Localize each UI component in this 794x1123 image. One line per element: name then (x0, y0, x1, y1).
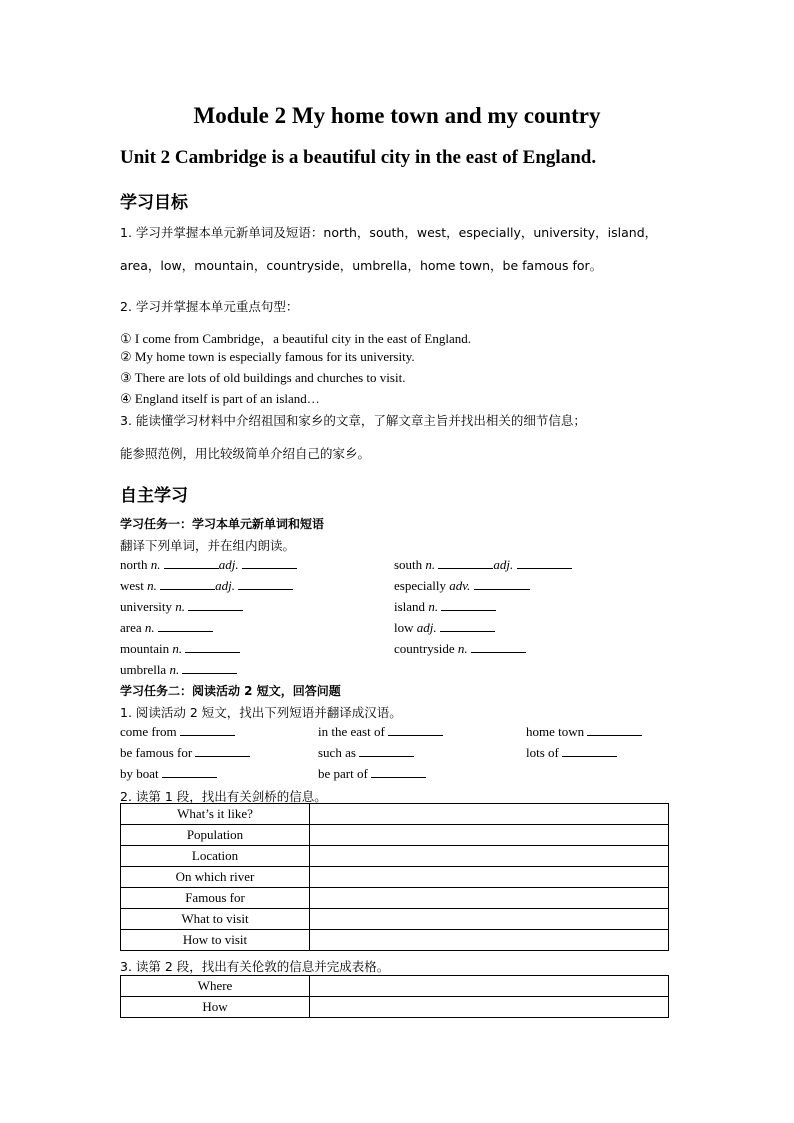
table-row (121, 888, 669, 909)
unit-title: Unit 2 Cambridge is a beautiful city in the east of England. (120, 147, 597, 168)
word-item-countryside: countryside n. (394, 641, 526, 657)
table-row (121, 825, 669, 846)
answer-cell[interactable] (310, 997, 669, 1018)
blank-field[interactable] (517, 557, 572, 569)
answer-cell[interactable] (310, 804, 669, 825)
objectives-heading: 学习目标 (120, 193, 188, 213)
table-label: Where (121, 976, 310, 997)
blank-field[interactable] (160, 578, 215, 590)
task-1-title: 学习任务一：学习本单元新单词和短语 (120, 517, 325, 531)
answer-cell[interactable] (310, 846, 669, 867)
phrase-item: by boat (120, 766, 217, 782)
objective-2: 2. 学习并掌握本单元重点句型： (120, 299, 299, 314)
answer-cell[interactable] (310, 825, 669, 846)
table-label: Location (121, 846, 310, 867)
objective-3-line-2: 能参照范例，用比较级简单介绍自己的家乡。 (120, 446, 371, 461)
word-item-area: area n. (120, 620, 213, 636)
word-item-especially: especially adv. (394, 578, 530, 594)
blank-field[interactable] (238, 578, 293, 590)
table-row (121, 997, 669, 1018)
question-3: 3. 读第 2 段，找出有关伦敦的信息并完成表格。 (120, 959, 390, 974)
phrase-item: come from (120, 724, 235, 740)
objective-3-line-1: 3. 能读懂学习材料中介绍祖国和家乡的文章，了解文章主旨并找出相关的细节信息； (120, 413, 586, 428)
blank-field[interactable] (185, 641, 240, 653)
objective-1-line-2: area，low，mountain，countryside，umbrella，home town，be famous for。 (120, 258, 603, 273)
cambridge-info-table (120, 803, 669, 951)
table-label: What to visit (121, 909, 310, 930)
table-row (121, 804, 669, 825)
word-item-west: west n. adj. (120, 578, 293, 594)
blank-field[interactable] (188, 599, 243, 611)
word-item-umbrella: umbrella n. (120, 662, 237, 678)
key-sentence: ④ England itself is part of an island… (120, 391, 320, 406)
phrase-item: such as (318, 745, 414, 761)
blank-field[interactable] (471, 641, 526, 653)
blank-field[interactable] (164, 557, 219, 569)
table-row (121, 846, 669, 867)
phrase-item: lots of (526, 745, 617, 761)
london-info-table (120, 975, 669, 1018)
answer-cell[interactable] (310, 888, 669, 909)
blank-field[interactable] (438, 557, 493, 569)
blank-field[interactable] (441, 599, 496, 611)
phrase-item: be part of (318, 766, 426, 782)
page-title: Module 2 My home town and my country (193, 103, 601, 128)
table-label: How (121, 997, 310, 1018)
blank-field[interactable] (359, 745, 414, 757)
blank-field[interactable] (388, 724, 443, 736)
key-sentence: ② My home town is especially famous for its university. (120, 349, 415, 364)
word-item-south: south n. adj. (394, 557, 572, 573)
blank-field[interactable] (242, 557, 297, 569)
word-item-island: island n. (394, 599, 496, 615)
task-2-title: 学习任务二：阅读活动 2 短文，回答问题 (120, 684, 341, 698)
table-row (121, 867, 669, 888)
table-row (121, 930, 669, 951)
table-label: On which river (121, 867, 310, 888)
blank-field[interactable] (440, 620, 495, 632)
question-2: 2. 读第 1 段，找出有关剑桥的信息。 (120, 789, 327, 804)
phrase-item: be famous for (120, 745, 250, 761)
answer-cell[interactable] (310, 867, 669, 888)
table-label: Famous for (121, 888, 310, 909)
blank-field[interactable] (180, 724, 235, 736)
blank-field[interactable] (162, 766, 217, 778)
table-label: How to visit (121, 930, 310, 951)
key-sentence: ③ There are lots of old buildings and churches to visit. (120, 370, 406, 385)
task-1-instruction: 翻译下列单词，并在组内朗读。 (120, 538, 296, 553)
blank-field[interactable] (158, 620, 213, 632)
blank-field[interactable] (371, 766, 426, 778)
word-item-low: low adj. (394, 620, 495, 636)
blank-field[interactable] (474, 578, 530, 590)
answer-cell[interactable] (310, 909, 669, 930)
blank-field[interactable] (182, 662, 237, 674)
word-item-north: north n. adj. (120, 557, 297, 573)
question-1: 1. 阅读活动 2 短文，找出下列短语并翻译成汉语。 (120, 705, 402, 720)
blank-field[interactable] (195, 745, 250, 757)
key-sentence: ① I come from Cambridge，a beautiful city in the east of England. (120, 331, 471, 346)
answer-cell[interactable] (310, 930, 669, 951)
blank-field[interactable] (587, 724, 642, 736)
self-study-heading: 自主学习 (120, 486, 188, 506)
blank-field[interactable] (562, 745, 617, 757)
phrase-item: home town (526, 724, 642, 740)
table-row (121, 976, 669, 997)
table-row (121, 909, 669, 930)
table-label: Population (121, 825, 310, 846)
phrase-item: in the east of (318, 724, 443, 740)
word-item-mountain: mountain n. (120, 641, 240, 657)
objective-1-line-1: 1. 学习并掌握本单元新单词及短语：north，south，west，especially，university，island， (120, 225, 658, 240)
table-label: What’s it like? (121, 804, 310, 825)
word-item-university: university n. (120, 599, 243, 615)
answer-cell[interactable] (310, 976, 669, 997)
